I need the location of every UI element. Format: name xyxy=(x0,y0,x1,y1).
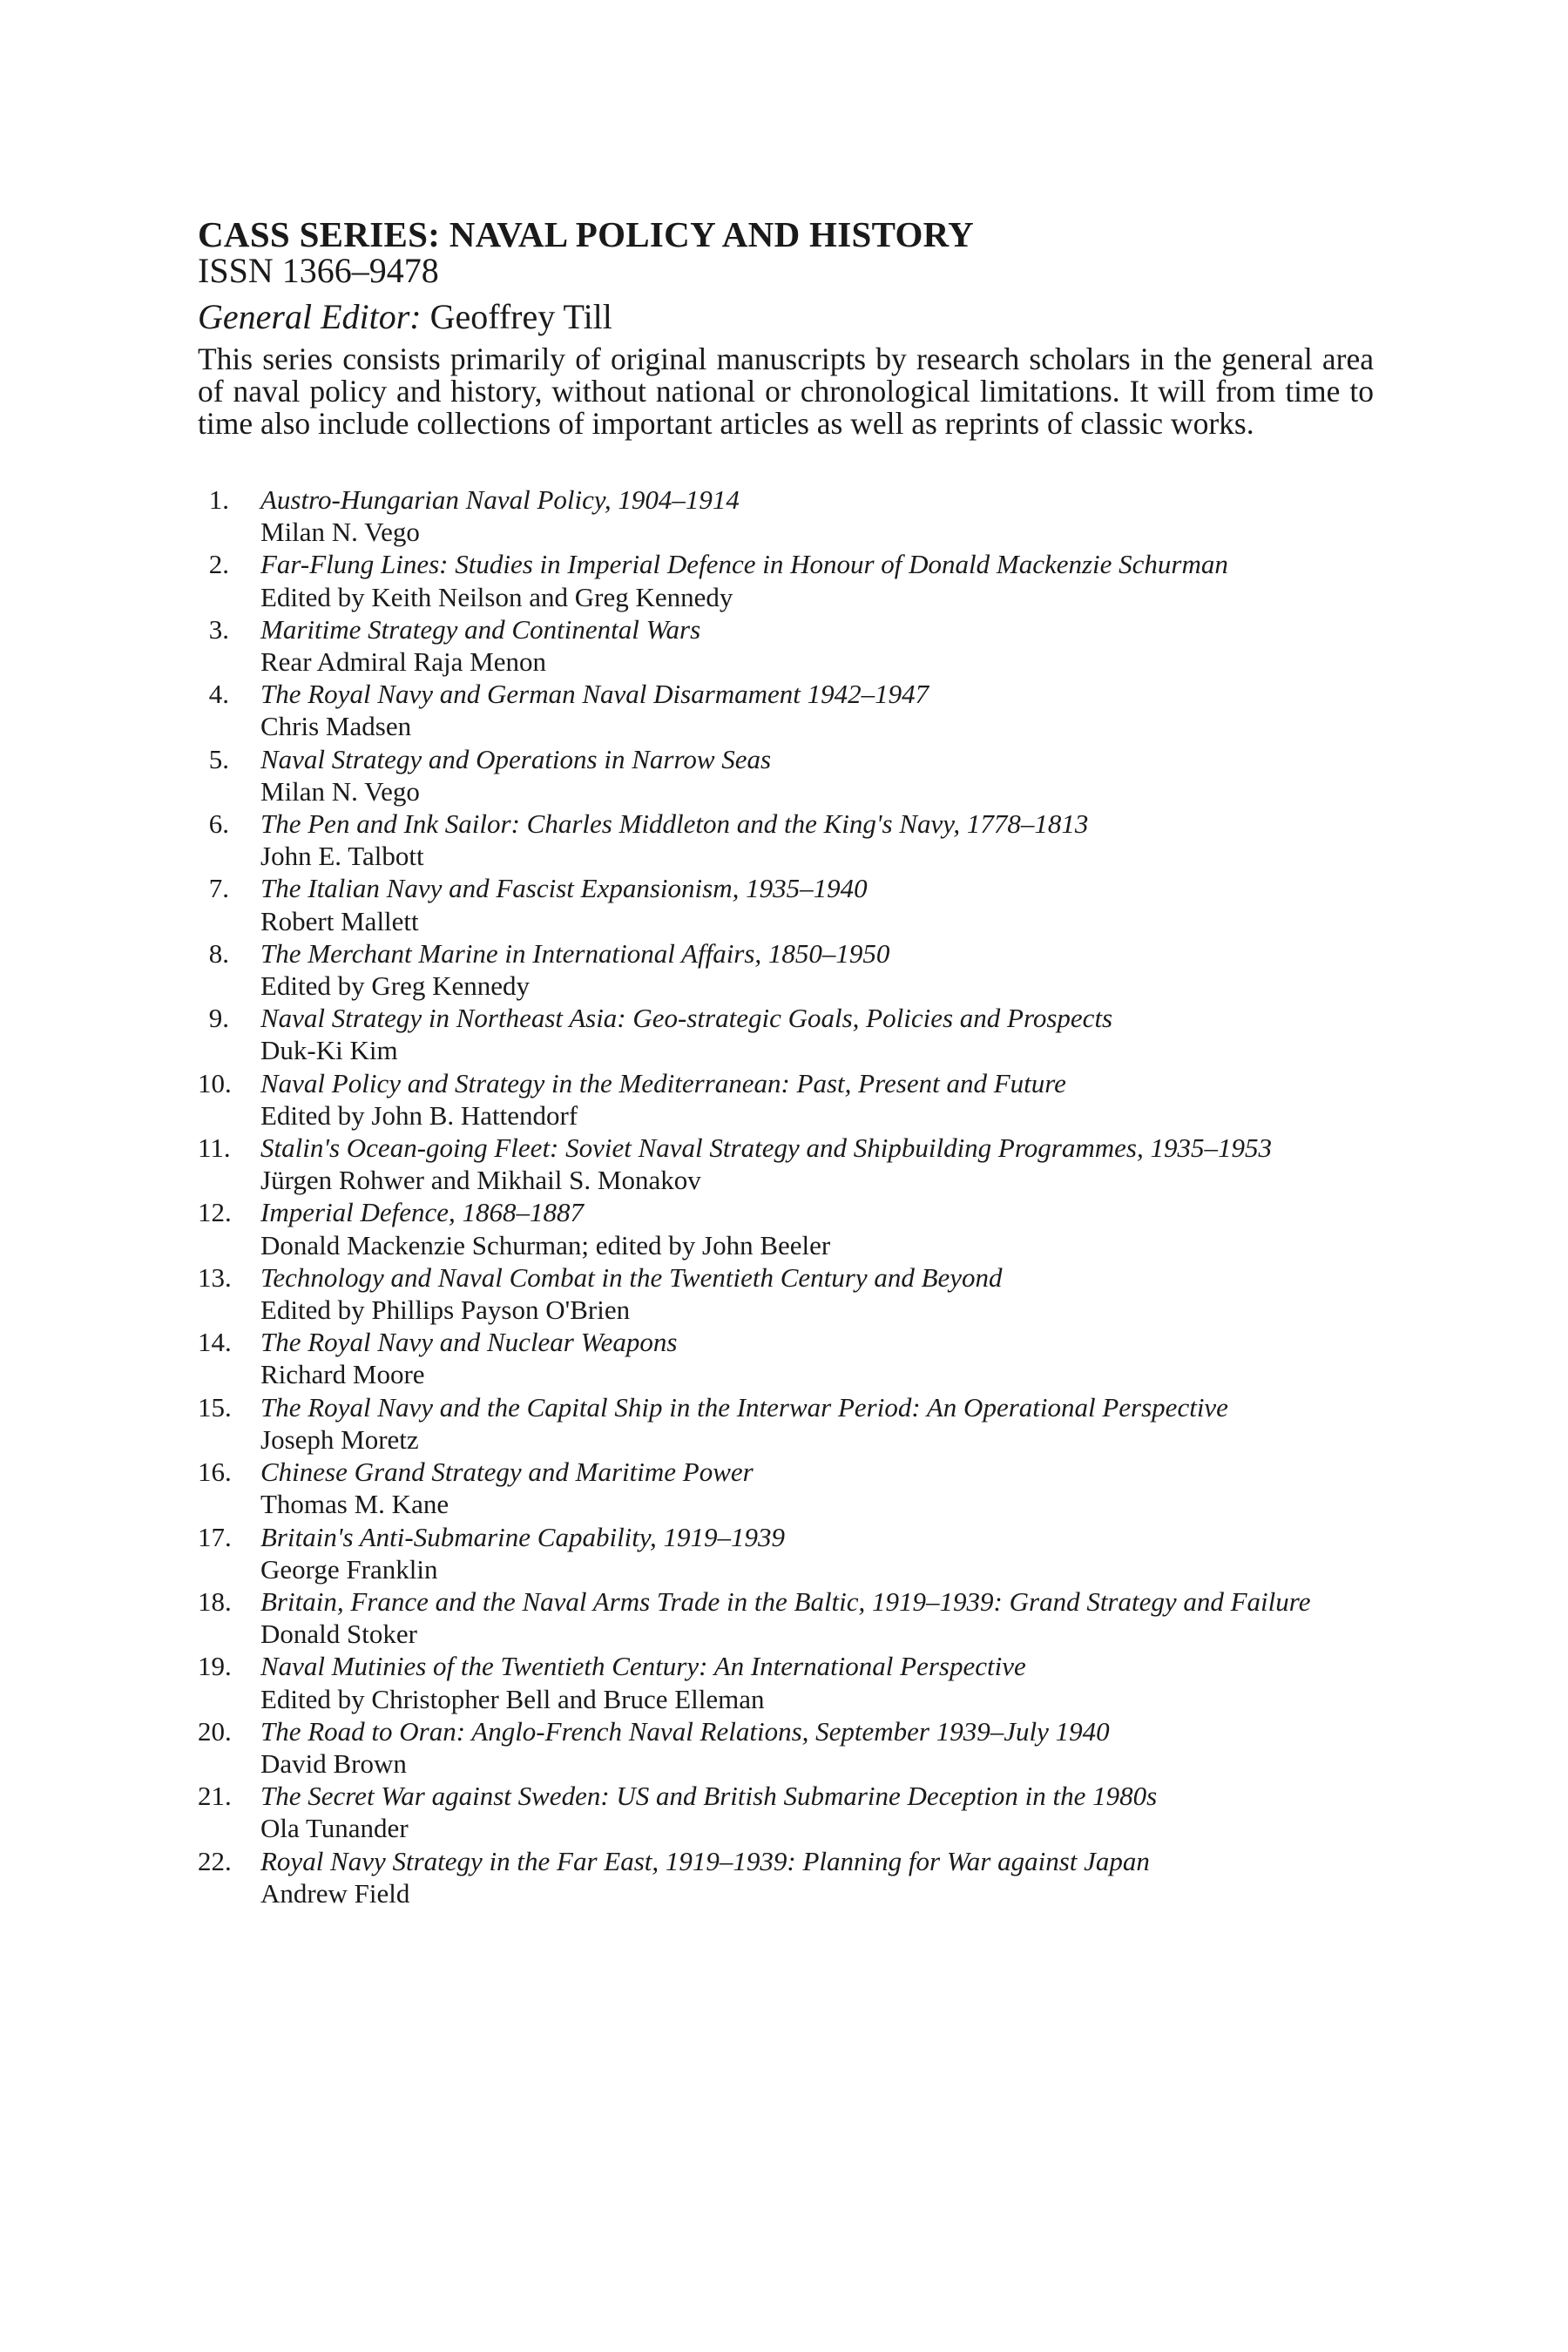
book-title: The Royal Navy and German Naval Disarmament 1942–1947 xyxy=(260,679,929,710)
book-author: Donald Mackenzie Schurman; edited by John Beeler xyxy=(260,1229,831,1260)
book-entry xyxy=(198,872,1374,936)
book-title: The Merchant Marine in International Affairs, 1850–1950 xyxy=(260,937,890,969)
book-number: 18. xyxy=(198,1585,232,1617)
book-number: 4. xyxy=(208,679,229,710)
book-title: Britain's Anti-Submarine Capability, 1919–1939 xyxy=(260,1521,785,1552)
book-entry xyxy=(198,1650,1374,1714)
book-number: 22. xyxy=(198,1845,232,1876)
book-entry xyxy=(198,613,1374,678)
book-author: Duk-Ki Kim xyxy=(260,1035,398,1066)
book-entry xyxy=(198,1456,1374,1520)
editor-label: General Editor: xyxy=(198,297,422,336)
book-author: Edited by Phillips Payson O'Brien xyxy=(260,1294,631,1326)
book-title: Stalin's Ocean-going Fleet: Soviet Naval Strategy and Shipbuilding Programmes, 1935–1953 xyxy=(260,1132,1272,1164)
book-entry xyxy=(198,1845,1374,1909)
book-author: Jürgen Rohwer and Mikhail S. Monakov xyxy=(260,1165,701,1196)
series-description: This series consists primarily of original manuscripts by research scholars in the general area of naval policy and history, without national or chronological limitations. It will from time to time also include collections of important articles as well as reprints of classic works. xyxy=(198,341,1374,441)
book-entry xyxy=(198,937,1374,1002)
book-title: The Royal Navy and Nuclear Weapons xyxy=(260,1327,678,1358)
book-author: Edited by John B. Hattendorf xyxy=(260,1099,578,1131)
book-author: David Brown xyxy=(260,1747,407,1779)
book-author: George Franklin xyxy=(260,1553,438,1585)
book-title: Technology and Naval Combat in the Twentieth Century and Beyond xyxy=(260,1261,1003,1293)
book-author: Thomas M. Kane xyxy=(260,1489,449,1520)
book-entry xyxy=(198,743,1374,808)
book-title: Chinese Grand Strategy and Maritime Power xyxy=(260,1456,754,1488)
book-entry xyxy=(198,808,1374,872)
book-number: 10. xyxy=(198,1067,232,1098)
series-title: CASS SERIES: NAVAL POLICY AND HISTORY xyxy=(198,214,975,254)
book-title: The Secret War against Sweden: US and British Submarine Deception in the 1980s xyxy=(260,1781,1158,1812)
book-entry xyxy=(198,1521,1374,1585)
book-number: 7. xyxy=(208,873,229,904)
book-number: 20. xyxy=(198,1715,232,1747)
book-title: Naval Policy and Strategy in the Mediterranean: Past, Present and Future xyxy=(260,1067,1066,1098)
book-entry xyxy=(198,548,1374,612)
book-title: The Road to Oran: Anglo-French Naval Relations, September 1939–July 1940 xyxy=(260,1715,1110,1747)
book-number: 5. xyxy=(208,743,229,774)
book-author: Donald Stoker xyxy=(260,1619,417,1650)
book-author: Robert Mallett xyxy=(260,905,419,936)
book-title: Maritime Strategy and Continental Wars xyxy=(260,613,701,645)
series-issn: ISSN 1366–9478 xyxy=(198,251,439,290)
book-number: 2. xyxy=(208,549,229,580)
book-number: 13. xyxy=(198,1261,232,1293)
book-title: Naval Strategy and Operations in Narrow Seas xyxy=(260,743,772,774)
book-number: 1. xyxy=(208,484,229,515)
book-number: 8. xyxy=(208,937,229,969)
book-author: Andrew Field xyxy=(260,1877,410,1909)
book-entry xyxy=(198,1132,1374,1196)
book-title: The Italian Navy and Fascist Expansionism, 1935–1940 xyxy=(260,873,868,904)
series-page xyxy=(198,216,1374,1909)
book-author: Milan N. Vego xyxy=(260,775,420,807)
book-entry xyxy=(198,1261,1374,1326)
book-author: Milan N. Vego xyxy=(260,517,420,548)
book-author: John E. Talbott xyxy=(260,841,424,872)
book-number: 16. xyxy=(198,1456,232,1488)
book-list xyxy=(198,483,1374,1909)
book-title: The Pen and Ink Sailor: Charles Middleton and the King's Navy, 1778–1813 xyxy=(260,808,1089,840)
book-author: Ola Tunander xyxy=(260,1813,409,1844)
book-author: Richard Moore xyxy=(260,1359,425,1390)
book-number: 9. xyxy=(208,1003,229,1034)
book-entry xyxy=(198,1715,1374,1780)
book-title: Imperial Defence, 1868–1887 xyxy=(260,1197,585,1228)
book-number: 12. xyxy=(198,1197,232,1228)
book-entry xyxy=(198,483,1374,548)
book-title: Britain, France and the Naval Arms Trade in the Baltic, 1919–1939: Grand Strategy and Failure xyxy=(260,1585,1311,1617)
book-entry xyxy=(198,1585,1374,1650)
book-number: 11. xyxy=(198,1132,231,1164)
general-editor-line xyxy=(198,296,1374,338)
book-author: Rear Admiral Raja Menon xyxy=(260,646,546,678)
book-number: 17. xyxy=(198,1521,232,1552)
book-entry xyxy=(198,1780,1374,1844)
book-number: 14. xyxy=(198,1327,232,1358)
book-number: 3. xyxy=(208,613,229,645)
book-number: 21. xyxy=(198,1781,232,1812)
book-entry xyxy=(198,678,1374,742)
book-entry xyxy=(198,1391,1374,1456)
book-author: Edited by Christopher Bell and Bruce Elleman xyxy=(260,1683,765,1714)
book-author: Edited by Greg Kennedy xyxy=(260,970,531,1002)
book-author: Chris Madsen xyxy=(260,711,412,742)
book-title: Naval Mutinies of the Twentieth Century: An International Perspective xyxy=(260,1651,1026,1682)
book-title: Far-Flung Lines: Studies in Imperial Defence in Honour of Donald Mackenzie Schurman xyxy=(260,549,1228,580)
book-number: 19. xyxy=(198,1651,232,1682)
book-entry xyxy=(198,1326,1374,1390)
book-entry xyxy=(198,1067,1374,1132)
book-number: 6. xyxy=(208,808,229,840)
book-title: Royal Navy Strategy in the Far East, 1919–1939: Planning for War against Japan xyxy=(260,1845,1150,1876)
book-author: Edited by Keith Neilson and Greg Kennedy xyxy=(260,581,733,612)
book-title: Naval Strategy in Northeast Asia: Geo-strategic Goals, Policies and Prospects xyxy=(260,1003,1113,1034)
book-title: Austro-Hungarian Naval Policy, 1904–1914 xyxy=(260,484,740,515)
book-title: The Royal Navy and the Capital Ship in the Interwar Period: An Operational Perspective xyxy=(260,1391,1228,1423)
book-author: Joseph Moretz xyxy=(260,1423,419,1455)
book-entry xyxy=(198,1002,1374,1066)
editor-name: Geoffrey Till xyxy=(429,297,612,336)
book-entry xyxy=(198,1196,1374,1260)
book-number: 15. xyxy=(198,1391,232,1423)
